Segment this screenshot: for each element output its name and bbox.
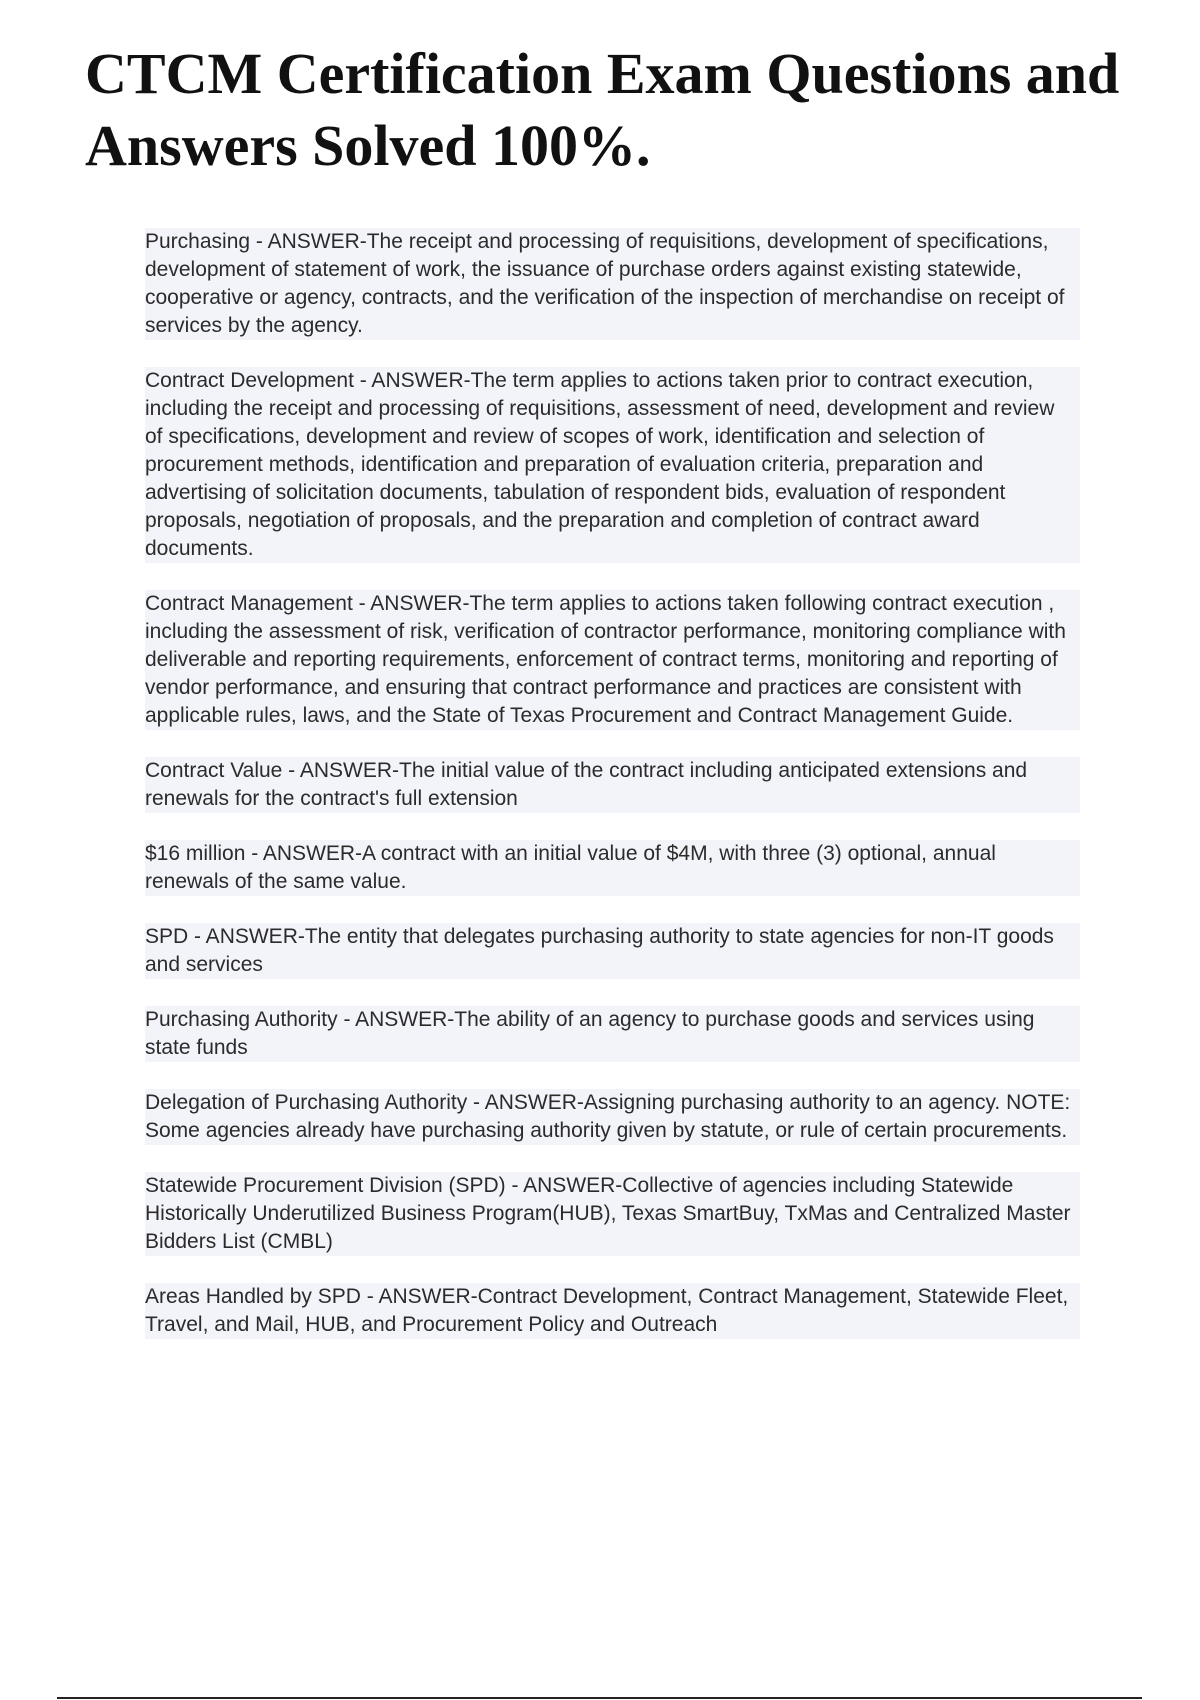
footer-divider [57,1697,1142,1699]
qa-item-spd: SPD - ANSWER-The entity that delegates purchasing authority to state agencies for non-IT goods and services [145,923,1080,979]
document-title-line-2: Answers Solved 100%. [85,113,651,178]
qa-item-delegation-of-purchasing-authority: Delegation of Purchasing Authority - ANSWER-Assigning purchasing authority to an agency. NOTE: Some agencies already have purchasing authority given by statute, or rule of certain procurements. [145,1089,1080,1145]
qa-item-purchasing-authority: Purchasing Authority - ANSWER-The ability of an agency to purchase goods and services using state funds [145,1006,1080,1062]
qa-item-contract-value: Contract Value - ANSWER-The initial value of the contract including anticipated extensions and renewals for the contract's full extension [145,757,1080,813]
qa-item-statewide-procurement-division: Statewide Procurement Division (SPD) - ANSWER-Collective of agencies including Statewide Historically Underutilized Business Program(HUB), Texas SmartBuy, TxMas and Centralized Master Bidders List (CMBL) [145,1172,1080,1256]
qa-item-16-million: $16 million - ANSWER-A contract with an initial value of $4M, with three (3) optional, annual renewals of the same value. [145,840,1080,896]
document-title [85,38,1200,182]
qa-list [145,228,1080,1366]
document-title-line-1: CTCM Certification Exam Questions and [85,41,1120,106]
qa-item-areas-handled-by-spd: Areas Handled by SPD - ANSWER-Contract Development, Contract Management, Statewide Fleet, Travel, and Mail, HUB, and Procurement Policy and Outreach [145,1283,1080,1339]
qa-item-purchasing: Purchasing - ANSWER-The receipt and processing of requisitions, development of specifications, development of statement of work, the issuance of purchase orders against existing statewide, cooperative or agency, contracts, and the verification of the inspection of merchandise on receipt of services by the agency. [145,228,1080,340]
qa-item-contract-development: Contract Development - ANSWER-The term applies to actions taken prior to contract execution, including the receipt and processing of requisitions, assessment of need, development and review of specifications, development and review of scopes of work, identification and selection of procurement methods, identification and preparation of evaluation criteria, preparation and advertising of solicitation documents, tabulation of respondent bids, evaluation of respondent proposals, negotiation of proposals, and the preparation and completion of contract award documents. [145,367,1080,563]
qa-item-contract-management: Contract Management - ANSWER-The term applies to actions taken following contract execution , including the assessment of risk, verification of contractor performance, monitoring compliance with deliverable and reporting requirements, enforcement of contract terms, monitoring and reporting of vendor performance, and ensuring that contract performance and practices are consistent with applicable rules, laws, and the State of Texas Procurement and Contract Management Guide. [145,590,1080,730]
